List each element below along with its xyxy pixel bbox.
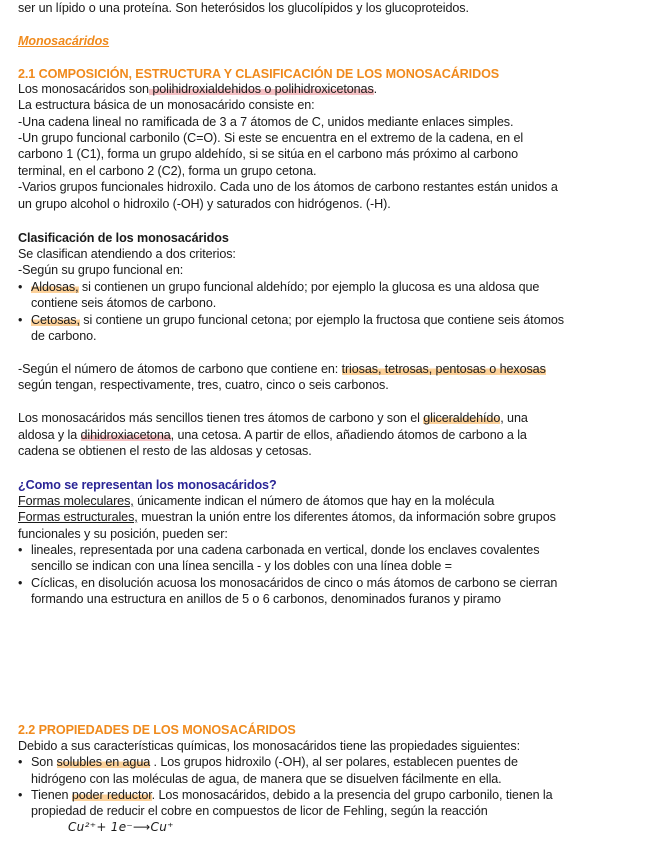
bullet-item-aldosas: Aldosas, si contienen un grupo funcional aldehído; por ejemplo la glucosa es una aldosa que [31,280,540,294]
paragraph-line: de carbono. [31,329,97,343]
bullet-item-cetosas: Cetosas, si contiene un grupo funcional cetona; por ejemplo la fructosa que contiene seis átomos [31,313,564,327]
bullet-item-ciclicas: Cíclicas, en disolución acuosa los monosacáridos de cinco o más átomos de carbono se cierran [31,576,558,590]
paragraph-line: carbono 1 (C1), forma un grupo aldehído, si se sitúa en el carbono más próximo al carbono [18,147,519,161]
paragraph-line: -Un grupo funcional carbonilo (C=O). Si este se encuentra en el extremo de la cadena, en el [18,131,524,145]
section-link-monosacaridos[interactable]: Monosacáridos [18,34,110,48]
paragraph-line: Se clasifican atendiendo a dos criterios: [18,247,236,261]
highlight-solubles: solubles en agua [56,755,151,769]
paragraph-line: contiene seis átomos de carbono. [31,296,217,310]
bullet-icon: • [18,543,23,557]
subheading-representacion: ¿Como se representan los monosacáridos? [18,478,277,492]
section-heading-2-1: 2.1 COMPOSICIÓN, ESTRUCTURA Y CLASIFICACIÓN DE LOS MONOSACÁRIDOS [18,67,500,81]
paragraph-line: formando una estructura en anillos de 5 o 6 carbonos, denominados furanos y piramo [31,592,501,606]
highlight-triosas: triosas, tetrosas, pentosas o hexosas [341,362,546,376]
paragraph-line: Formas moleculares, únicamente indican el número de átomos que hay en la molécula [18,494,495,508]
bullet-item-lineales: lineales, representada por una cadena carbonada en vertical, donde los enclaves covalentes [31,543,540,557]
bullet-item-solubles: Son solubles en agua . Los grupos hidroxilo (-OH), al ser polares, establecen puentes de [31,755,518,769]
subheading-clasificacion: Clasificación de los monosacáridos [18,231,229,245]
paragraph-line: -Varios grupos funcionales hidroxilo. Cada uno de los átomos de carbono restantes están unidos a [18,180,558,194]
paragraph-line: funcionales y su posición, pueden ser: [18,527,228,541]
paragraph-line: -Según el número de átomos de carbono que contiene en: triosas, tetrosas, pentosas o hexosas [18,362,546,376]
paragraph-line: Los monosacáridos son polihidroxialdehidos o polihidroxicetonas. [18,82,378,96]
paragraph-line: Los monosacáridos más sencillos tienen tres átomos de carbono y son el gliceraldehído, una [18,411,528,425]
bullet-icon: • [18,280,23,294]
bullet-icon: • [18,313,23,327]
paragraph-line: hidrógeno con las moléculas de agua, de manera que se disuelven fácilmente en ella. [31,772,502,786]
bullet-icon: • [18,576,23,590]
paragraph-line: sencillo se indican con una línea sencilla - y los dobles con una línea doble = [31,559,452,573]
bullet-icon: • [18,755,23,769]
highlight-cetosas: Cetosas, [31,313,80,327]
paragraph-line: aldosa y la dihidroxiacetona, una cetosa. A partir de ellos, añadiendo átomos de carbono a la [18,428,527,442]
handwritten-reaction: Cu²⁺+ 1e⁻⟶Cu⁺ [68,820,174,834]
intro-line: ser un lípido o una proteína. Son heterósidos los glucolípidos y los glucoproteidos. [18,1,469,15]
paragraph-line: un grupo alcohol o hidroxilo (-OH) y saturados con hidrógenos. (-H). [18,197,391,211]
bullet-icon: • [18,788,23,802]
highlight-dihidroxiacetona: dihidroxiacetona [80,428,171,442]
paragraph-line: Debido a sus características químicas, los monosacáridos tiene las propiedades siguientes: [18,739,521,753]
paragraph-line: terminal, en el carbono 2 (C2), forma un grupo cetona. [18,164,317,178]
paragraph-line: Formas estructurales, muestran la unión entre los diferentes átomos, da información sobre grupos [18,510,556,524]
paragraph-line: La estructura básica de un monosacárido consiste en: [18,98,315,112]
highlight-aldosas: Aldosas, [31,280,79,294]
highlight-gliceraldehido: gliceraldehído [423,411,501,425]
bullet-item-reductor: Tienen poder reductor. Los monosacáridos, debido a la presencia del grupo carbonilo, tienen la [31,788,553,802]
paragraph-line: cadena se obtienen el resto de las aldosas y cetosas. [18,444,312,458]
paragraph-line: según tengan, respectivamente, tres, cuatro, cinco o seis carbonos. [18,378,389,392]
paragraph-line: -Una cadena lineal no ramificada de 3 a 7 átomos de C, unidos mediante enlaces simples. [18,115,514,129]
paragraph-line: -Según su grupo funcional en: [18,263,184,277]
paragraph-line: propiedad de reducir el cobre en compuestos de licor de Fehling, según la reacción [31,804,488,818]
highlight-polihidroxi: polihidroxialdehidos o polihidroxicetonas [148,82,374,96]
section-heading-2-2: 2.2 PROPIEDADES DE LOS MONOSACÁRIDOS [18,723,296,737]
highlight-poder-reductor: poder reductor [71,788,152,802]
